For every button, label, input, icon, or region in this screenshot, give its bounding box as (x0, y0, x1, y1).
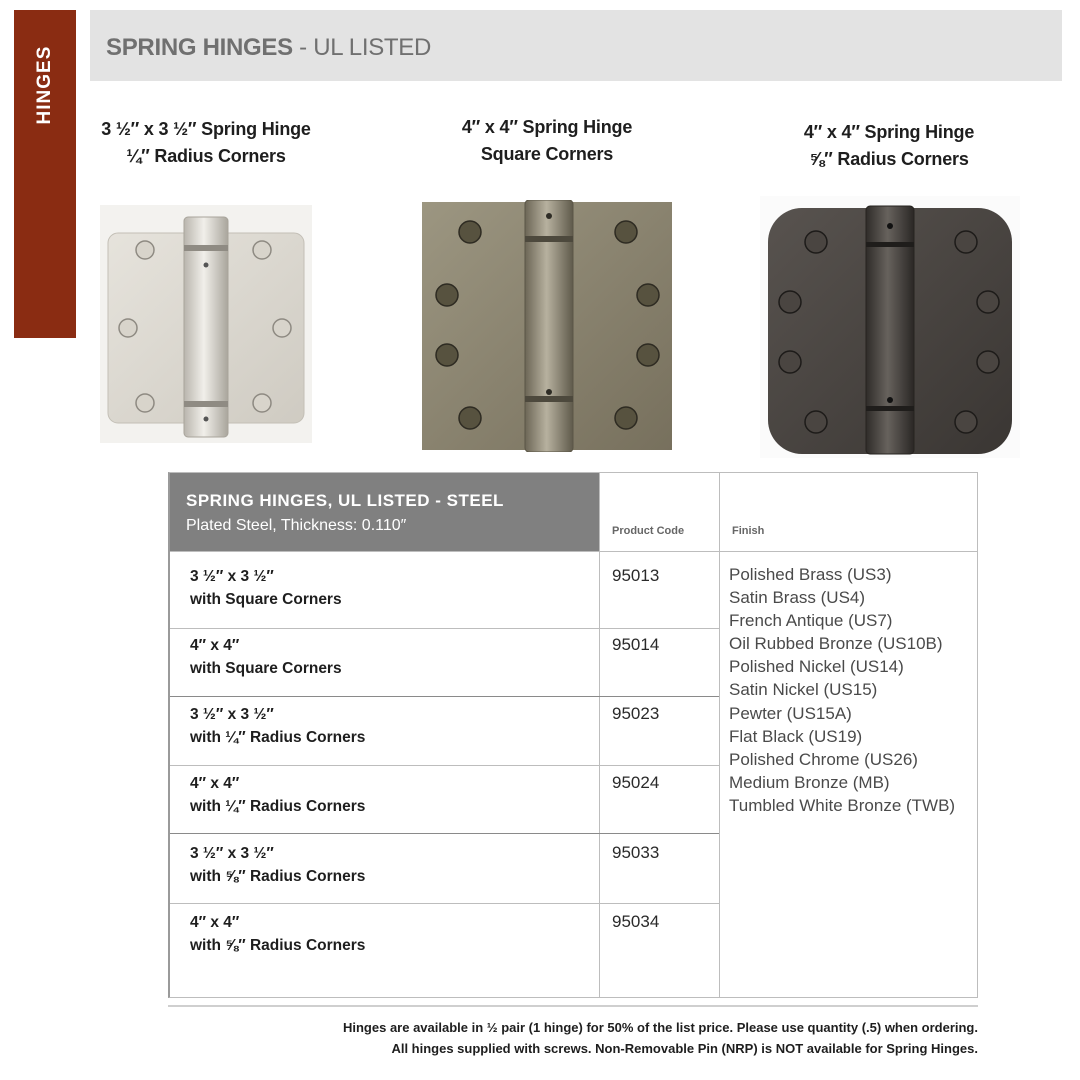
table-title: SPRING HINGES, UL LISTED - STEEL (186, 491, 504, 510)
row-product-code: 95033 (612, 843, 660, 862)
product-table (168, 472, 978, 998)
finish-item: Tumbled White Bronze (TWB) (729, 795, 956, 815)
product-caption-3 (779, 119, 999, 173)
product-image-2 (422, 200, 672, 452)
finish-item: Pewter (US15A) (729, 703, 852, 723)
finish-item: French Antique (US7) (729, 611, 893, 631)
finish-item: Polished Chrome (US26) (729, 749, 918, 769)
table-row-desc (190, 703, 365, 749)
section-tab-label: HINGES (34, 45, 55, 125)
footnote-half-pair: Hinges are available in ½ pair (1 hinge) for 50% of the list price. Please use quantity (.5) when ordering. (342, 1020, 978, 1035)
caption-line: ¼″ Radius Corners (126, 146, 286, 166)
finish-item: Satin Nickel (US15) (729, 680, 878, 700)
header-divider (170, 551, 978, 552)
footer-divider (168, 1005, 978, 1007)
row-size: 3 ½″ x 3 ½″ (190, 845, 274, 862)
row-divider (170, 903, 719, 904)
product-image-1 (100, 205, 312, 443)
page-title-separator: - (292, 34, 314, 61)
finish-list (729, 563, 955, 817)
row-corners: with Square Corners (190, 591, 342, 608)
row-divider (170, 696, 719, 697)
table-subtitle: Plated Steel, Thickness: 0.110″ (186, 517, 407, 534)
row-product-code: 95034 (612, 912, 660, 931)
row-size: 4″ x 4″ (190, 775, 240, 792)
finish-item: Flat Black (US19) (729, 726, 863, 746)
row-corners: with Square Corners (190, 660, 342, 677)
product-caption-1 (96, 116, 316, 170)
row-divider (170, 765, 719, 766)
caption-line: 4″ x 4″ Spring Hinge (803, 122, 975, 142)
caption-line: 4″ x 4″ Spring Hinge (461, 117, 633, 137)
caption-line: 3 ½″ x 3 ½″ Spring Hinge (101, 119, 311, 139)
table-row-desc (190, 565, 342, 611)
row-corners: with ¼″ Radius Corners (190, 729, 366, 746)
table-row-desc (190, 634, 342, 680)
table-row-desc (190, 911, 365, 957)
column-header-product-code: Product Code (612, 525, 685, 537)
finish-item: Oil Rubbed Bronze (US10B) (729, 634, 943, 654)
row-size: 3 ½″ x 3 ½″ (190, 706, 274, 723)
section-tab (14, 10, 76, 338)
finish-item: Polished Nickel (US14) (729, 657, 904, 677)
row-divider (170, 833, 719, 834)
row-product-code: 95024 (612, 773, 660, 792)
finish-item: Satin Brass (US4) (729, 588, 866, 608)
footnote-screws: All hinges supplied with screws. Non-Removable Pin (NRP) is NOT available for Spring Hinges. (391, 1041, 978, 1056)
product-caption-2 (437, 114, 657, 168)
row-size: 4″ x 4″ (190, 914, 240, 931)
page-header (90, 10, 1062, 81)
row-product-code: 95014 (612, 635, 660, 654)
product-image-3 (760, 196, 1020, 458)
finish-item: Medium Bronze (MB) (729, 772, 890, 792)
row-product-code: 95013 (612, 566, 660, 585)
table-row-desc (190, 772, 365, 818)
page-title-main: SPRING HINGES (106, 34, 293, 61)
table-title-block (170, 473, 599, 551)
finish-item: Polished Brass (US3) (729, 565, 892, 584)
page-title (106, 34, 431, 62)
caption-line: ⅝″ Radius Corners (809, 149, 969, 169)
page-title-sub: UL LISTED (313, 34, 432, 61)
caption-line: Square Corners (480, 144, 614, 164)
row-corners: with ⅝″ Radius Corners (190, 937, 366, 954)
row-divider (170, 628, 719, 629)
row-size: 4″ x 4″ (190, 637, 240, 654)
column-header-finish: Finish (732, 525, 765, 537)
row-size: 3 ½″ x 3 ½″ (190, 568, 274, 585)
table-row-desc (190, 842, 365, 888)
row-product-code: 95023 (612, 704, 660, 723)
row-corners: with ¼″ Radius Corners (190, 798, 366, 815)
row-corners: with ⅝″ Radius Corners (190, 868, 366, 885)
